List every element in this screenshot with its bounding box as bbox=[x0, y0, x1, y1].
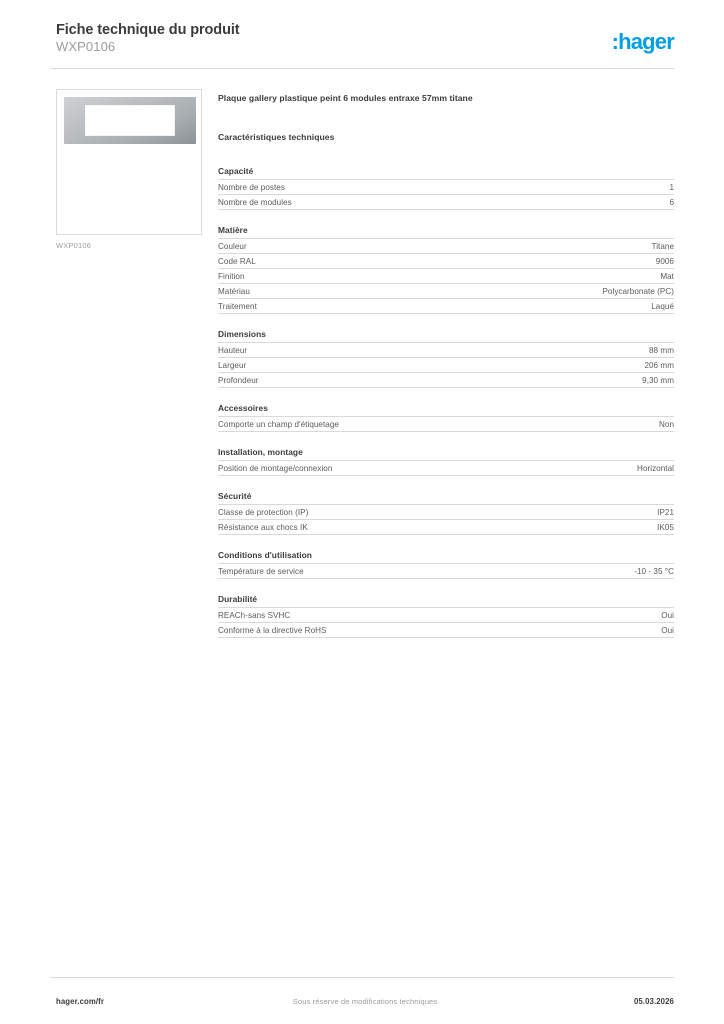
spec-value: Titane bbox=[484, 239, 674, 254]
specifications-panel bbox=[218, 92, 674, 638]
spec-value: 1 bbox=[484, 180, 674, 195]
specification-group bbox=[218, 328, 674, 388]
header-title-block bbox=[56, 22, 239, 55]
page-header bbox=[56, 22, 674, 66]
specification-group bbox=[218, 165, 674, 210]
table-row bbox=[218, 608, 674, 623]
spec-label: Finition bbox=[218, 269, 484, 284]
specification-group bbox=[218, 549, 674, 579]
spec-value: -10 - 35 °C bbox=[484, 564, 674, 579]
technical-characteristics-heading: Caractéristiques techniques bbox=[218, 132, 335, 142]
spec-label: Nombre de postes bbox=[218, 180, 484, 195]
spec-value: 9006 bbox=[484, 254, 674, 269]
spec-value: IK05 bbox=[484, 520, 674, 535]
specification-table bbox=[218, 460, 674, 476]
spec-label: Traitement bbox=[218, 299, 484, 314]
spec-label: Hauteur bbox=[218, 343, 484, 358]
table-row bbox=[218, 520, 674, 535]
spec-value: Oui bbox=[484, 608, 674, 623]
spec-label: Résistance aux chocs IK bbox=[218, 520, 484, 535]
header-divider bbox=[50, 68, 674, 69]
spec-value: 9,30 mm bbox=[484, 373, 674, 388]
specification-table bbox=[218, 238, 674, 314]
spec-value: Polycarbonate (PC) bbox=[484, 284, 674, 299]
spec-label: Position de montage/connexion bbox=[218, 461, 484, 476]
spec-label: Matériau bbox=[218, 284, 484, 299]
table-row bbox=[218, 180, 674, 195]
specification-group bbox=[218, 224, 674, 314]
spec-label: Largeur bbox=[218, 358, 484, 373]
specification-group bbox=[218, 402, 674, 432]
specification-group bbox=[218, 446, 674, 476]
table-row bbox=[218, 254, 674, 269]
specification-group-title: Matière bbox=[218, 225, 248, 235]
spec-value: 206 mm bbox=[484, 358, 674, 373]
spec-value: Oui bbox=[484, 623, 674, 638]
specification-table bbox=[218, 504, 674, 535]
spec-value: Mat bbox=[484, 269, 674, 284]
page-footer bbox=[56, 996, 674, 1008]
specification-group-title: Dimensions bbox=[218, 329, 266, 339]
footer-disclaimer: Sous réserve de modifications techniques bbox=[292, 997, 438, 1006]
table-row bbox=[218, 417, 674, 432]
table-row bbox=[218, 564, 674, 579]
spec-label: Code RAL bbox=[218, 254, 484, 269]
table-row bbox=[218, 284, 674, 299]
spec-label: Nombre de modules bbox=[218, 195, 484, 210]
spec-label: Conforme à la directive RoHS bbox=[218, 623, 484, 638]
specification-group bbox=[218, 593, 674, 638]
specification-group-title: Installation, montage bbox=[218, 447, 303, 457]
table-row bbox=[218, 373, 674, 388]
footer-date: 05.03.2026 bbox=[633, 997, 674, 1006]
specification-group-title: Durabilité bbox=[218, 594, 258, 604]
spec-label: Température de service bbox=[218, 564, 484, 579]
spec-value: Laqué bbox=[484, 299, 674, 314]
specification-group bbox=[218, 490, 674, 535]
spec-label: Profondeur bbox=[218, 373, 484, 388]
table-row bbox=[218, 195, 674, 210]
spec-value: Non bbox=[484, 417, 674, 432]
spec-label: Comporte un champ d'étiquetage bbox=[218, 417, 484, 432]
specification-table bbox=[218, 342, 674, 388]
specification-group-title: Capacité bbox=[218, 166, 254, 176]
page-subtitle-reference: WXP0106 bbox=[56, 39, 116, 54]
footer-divider bbox=[50, 977, 674, 978]
product-plate-graphic bbox=[64, 97, 196, 144]
specification-table bbox=[218, 563, 674, 579]
table-row bbox=[218, 239, 674, 254]
table-row bbox=[218, 343, 674, 358]
product-image-frame bbox=[56, 89, 202, 235]
hager-logo: :hager bbox=[611, 29, 674, 54]
specification-group-title: Conditions d'utilisation bbox=[218, 550, 312, 560]
spec-label: REACh-sans SVHC bbox=[218, 608, 484, 623]
product-image-caption: WXP0106 bbox=[56, 241, 92, 250]
specification-group-title: Accessoires bbox=[218, 403, 268, 413]
spec-value: Horizontal bbox=[484, 461, 674, 476]
spec-value: 88 mm bbox=[484, 343, 674, 358]
spec-value: IP21 bbox=[484, 505, 674, 520]
product-figure bbox=[56, 89, 204, 251]
specification-groups bbox=[218, 165, 674, 638]
spec-label: Couleur bbox=[218, 239, 484, 254]
spec-value: 6 bbox=[484, 195, 674, 210]
product-name: Plaque gallery plastique peint 6 modules entraxe 57mm titane bbox=[218, 93, 473, 103]
table-row bbox=[218, 623, 674, 638]
specification-group-title: Sécurité bbox=[218, 491, 252, 501]
table-row bbox=[218, 299, 674, 314]
spec-label: Classe de protection (IP) bbox=[218, 505, 484, 520]
footer-website[interactable]: hager.com/fr bbox=[56, 997, 104, 1006]
page-title: Fiche technique du produit bbox=[56, 22, 240, 38]
table-row bbox=[218, 269, 674, 284]
table-row bbox=[218, 358, 674, 373]
product-plate-window bbox=[86, 106, 174, 135]
specification-table bbox=[218, 179, 674, 210]
table-row bbox=[218, 505, 674, 520]
specification-table bbox=[218, 416, 674, 432]
specification-table bbox=[218, 607, 674, 638]
table-row bbox=[218, 461, 674, 476]
